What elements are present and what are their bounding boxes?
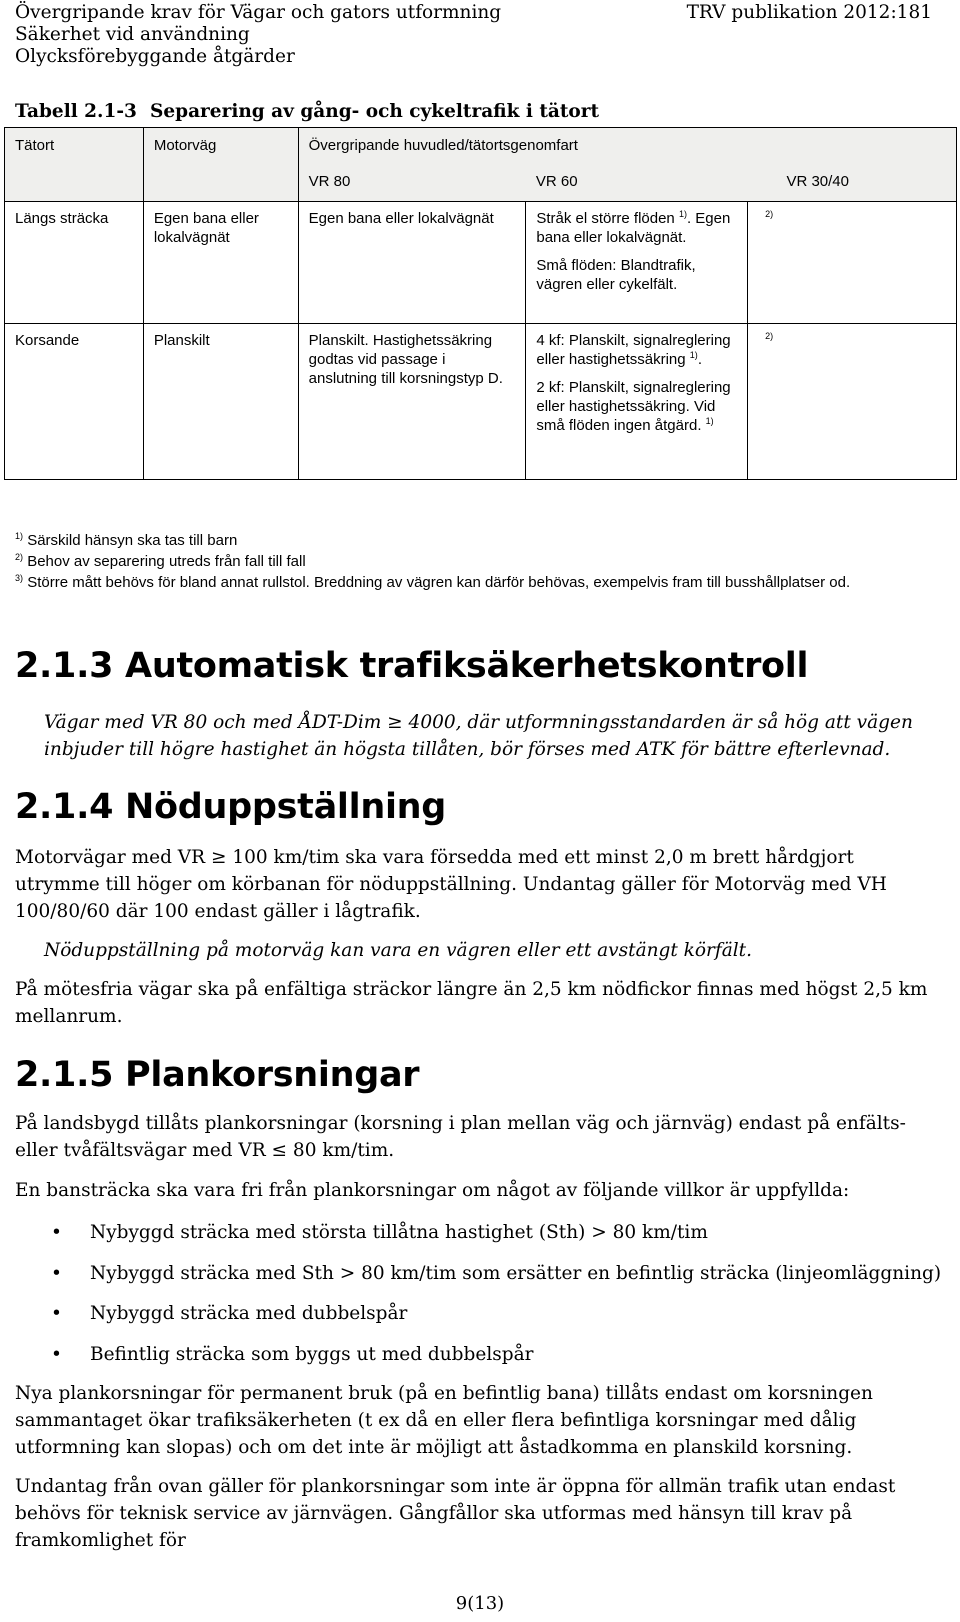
list-item: • Nybyggd sträcka med dubbelspår <box>15 1300 941 1341</box>
header-cell-tatort: Tätort <box>5 128 144 202</box>
table-row <box>5 324 957 480</box>
header-cell-huvudled: Övergripande huvudled/tätortsgenomfart <box>298 128 956 165</box>
section-215-paragraph-3: Nya plankorsningar för permanent bruk (på en befintlig bana) tillåts endast om korsningen sammantaget ökar trafiksäkerheten (t ex då en eller flera befintliga korsningar med dålig utformning kan slopas) och om det inte är möjligt att åstadkomma en planskild korsning. <box>15 1383 873 1458</box>
cell-paragraph <box>536 378 739 435</box>
section-heading-214: 2.1.4 Nöduppställning <box>15 787 447 827</box>
section-215-paragraph-4: Undantag från ovan gäller för plankorsningar som inte är öppna för allmän trafik utan endast behövs för teknisk service av järnvägen. Gångfållor ska utformas med hänsyn till krav på framkomlighet för <box>15 1476 896 1551</box>
separation-table <box>4 127 957 480</box>
cell-paragraph <box>536 209 739 247</box>
cell-vr3040 <box>748 202 957 324</box>
list-item: • Nybyggd sträcka med Sth > 80 km/tim som ersätter en befintlig sträcka (linjeomläggning) <box>15 1260 941 1301</box>
list-item: • Nybyggd sträcka med största tillåtna hastighet (Sth) > 80 km/tim <box>15 1219 941 1260</box>
footnote-mark: 1) <box>15 531 24 541</box>
section-215-paragraph-1: På landsbygd tillåts plankorsningar (korsning i plan mellan väg och järnväg) endast på enfälts- eller tvåfältsvägar med VR ≤ 80 km/tim. <box>15 1113 906 1161</box>
cell-text: 2 kf: Planskilt, signalreglering eller hastighetssäkring. Vid små flöden ingen åtgärd. <box>536 379 731 434</box>
header-subtitle: Säkerhet vid användning <box>15 24 250 45</box>
cell-text: . Egen bana eller lokalvägnät. <box>536 210 731 246</box>
table-note <box>15 551 955 572</box>
section-214-paragraph-1: Motorvägar med VR ≥ 100 km/tim ska vara försedda med ett minst 2,0 m brett hårdgjort utrymme till höger om körbanan för nöduppställning. Undantag gäller för Motorväg med VH 100/80/60 där 100 endast gäller i lågtrafik. <box>15 847 887 922</box>
cell-text: 4 kf: Planskilt, signalreglering eller hastighetssäkring <box>536 332 731 368</box>
header-cell-vr3040: VR 30/40 <box>748 165 957 202</box>
cell-vr60 <box>526 324 748 480</box>
section-215-paragraph-2: En bansträcka ska vara fri från plankorsningar om något av följande villkor är uppfyllda: <box>15 1180 850 1201</box>
table-number: Tabell 2.1-3 <box>15 101 137 122</box>
cell-motorvag: Planskilt <box>143 324 298 480</box>
cell-vr3040 <box>748 324 957 480</box>
header-title: Övergripande krav för Vägar och gators utformning <box>15 2 502 23</box>
page-header-left <box>15 2 501 68</box>
cell-motorvag: Egen bana eller lokalvägnät <box>143 202 298 324</box>
table-notes <box>15 530 955 593</box>
footnote-mark: 1) <box>705 416 714 426</box>
page-number: 9(13) <box>455 1593 505 1614</box>
footnote-mark: 2) <box>765 209 774 219</box>
row-label: Korsande <box>5 324 144 480</box>
footnote-mark: 3) <box>15 573 24 583</box>
cell-vr80: Planskilt. Hastighetssäkring godtas vid passage i anslutning till korsningstyp D. <box>298 324 526 480</box>
row-label: Längs sträcka <box>5 202 144 324</box>
table-caption <box>15 101 599 122</box>
table-note <box>15 530 955 551</box>
footnote-mark: 1) <box>689 350 698 360</box>
table-header-row <box>5 128 957 165</box>
header-cell-motorvag: Motorväg <box>143 128 298 202</box>
conditions-list <box>15 1219 941 1381</box>
note-text: Särskild hänsyn ska tas till barn <box>27 532 238 549</box>
footnote-mark: 1) <box>678 209 687 219</box>
section-heading-215: 2.1.5 Plankorsningar <box>15 1055 420 1095</box>
footnote-mark: 2) <box>15 552 24 562</box>
cell-text: . <box>697 351 702 368</box>
section-214-note: Nöduppställning på motorväg kan vara en vägren eller ett avstängt körfält. <box>44 940 752 961</box>
list-item: • Befintlig sträcka som byggs ut med dubbelspår <box>15 1341 941 1382</box>
header-publication: TRV publikation 2012:181 <box>686 2 932 23</box>
section-heading-213: 2.1.3 Automatisk trafiksäkerhetskontroll <box>15 646 809 686</box>
cell-vr80: Egen bana eller lokalvägnät <box>298 202 526 324</box>
cell-paragraph: Små flöden: Blandtrafik, vägren eller cykelfält. <box>536 257 696 293</box>
table-title: Separering av gång- och cykeltrafik i tätort <box>150 101 600 122</box>
table-note <box>15 572 955 593</box>
table-row <box>5 202 957 324</box>
footnote-mark: 2) <box>765 331 774 341</box>
header-cell-vr60: VR 60 <box>526 165 748 202</box>
cell-text: Stråk el större flöden <box>536 210 675 227</box>
note-text: Behov av separering utreds från fall till fall <box>27 553 306 570</box>
section-214-paragraph-2: På mötesfria vägar ska på enfältiga sträckor längre än 2,5 km nödfickor finnas med högst 2,5 km mellanrum. <box>15 979 928 1027</box>
cell-vr60 <box>526 202 748 324</box>
header-subtitle-2: Olycksförebyggande åtgärder <box>15 46 295 67</box>
header-cell-vr80: VR 80 <box>298 165 526 202</box>
note-text: Större mått behövs för bland annat rullstol. Breddning av vägren kan därför behövas, exempelvis fram till busshållplatser od. <box>27 574 851 591</box>
section-213-text: Vägar med VR 80 och med ÅDT-Dim ≥ 4000, där utformningsstandarden är så hög att vägen inbjuder till högre hastighet än högsta tillåten, bör förses med ATK för bättre efterlevnad. <box>44 712 913 760</box>
cell-paragraph <box>536 331 739 369</box>
